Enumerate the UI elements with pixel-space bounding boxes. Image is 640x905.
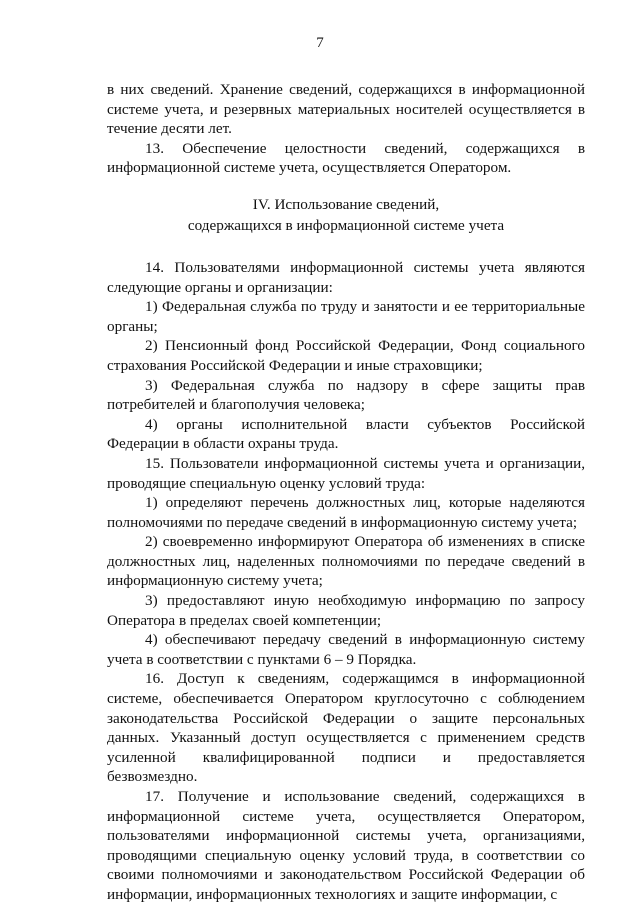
paragraph-15-item-3: 3) предоставляют иную необходимую информацию по запросу Оператора в пределах своей компетенции; xyxy=(107,592,585,629)
paragraph-14-item-4: 4) органы исполнительной власти субъектов Российской Федерации в области охраны труда. xyxy=(107,415,585,453)
page-number: 7 xyxy=(316,35,324,51)
section-heading xyxy=(107,194,585,236)
section-heading-line-2: содержащихся в информационной системе учета xyxy=(187,216,505,234)
paragraph-17: 17. Получение и использование сведений, содержащихся в информационной системе учета, осуществляется Оператором, пользователями информационной системы учета, организациями, проводящими специальную оценку условий труда, в соответствии со своими полномочиями и законодательством Российской Федерации об информации, информационных технологиях и защите информации, с xyxy=(107,788,585,903)
paragraph-13: 13. Обеспечение целостности сведений, содержащихся в информационной системе учета, осуществляется Оператором. xyxy=(107,139,585,177)
paragraph-15-item-1: 1) определяют перечень должностных лиц, которые наделяются полномочиями по передаче сведений в информационную систему учета; xyxy=(107,494,585,531)
paragraph-14-item-1: 1) Федеральная служба по труду и занятости и ее территориальные органы; xyxy=(107,298,585,335)
document-body xyxy=(107,80,585,905)
paragraph-15-item-4: 4) обеспечивают передачу сведений в информационную систему учета в соответствии с пунктами 6 – 9 Порядка. xyxy=(107,631,585,668)
paragraph-15-item-2: 2) своевременно информируют Оператора об изменениях в списке должностных лиц, наделенных полномочиями по передаче сведений в информационную систему учета; xyxy=(107,533,585,590)
paragraph-continuation: в них сведений. Хранение сведений, содержащихся в информационной системе учета, и резервных материальных носителей осуществляется в течение десяти лет. xyxy=(107,81,585,138)
paragraph-14: 14. Пользователями информационной системы учета являются следующие органы и организации: xyxy=(107,258,585,296)
paragraph-14-item-2: 2) Пенсионный фонд Российской Федерации, Фонд социального страхования Российской Федерации и иные страховщики; xyxy=(107,337,585,374)
paragraph-14-item-3: 3) Федеральная служба по надзору в сфере защиты прав потребителей и благополучия человека; xyxy=(107,376,585,414)
paragraph-15: 15. Пользователи информационной системы учета и организации, проводящие специальную оценку условий труда: xyxy=(107,454,585,492)
paragraph-16: 16. Доступ к сведениям, содержащимся в информационной системе, обеспечивается Оператором круглосуточно с соблюдением законодательства Российской Федерации о защите персональных данных. Указанный доступ осуществляется с применением средств усиленной квалифицированной подписи и предоставляется безвозмездно. xyxy=(107,670,585,786)
section-heading-line-1: IV. Использование сведений, xyxy=(252,195,440,213)
